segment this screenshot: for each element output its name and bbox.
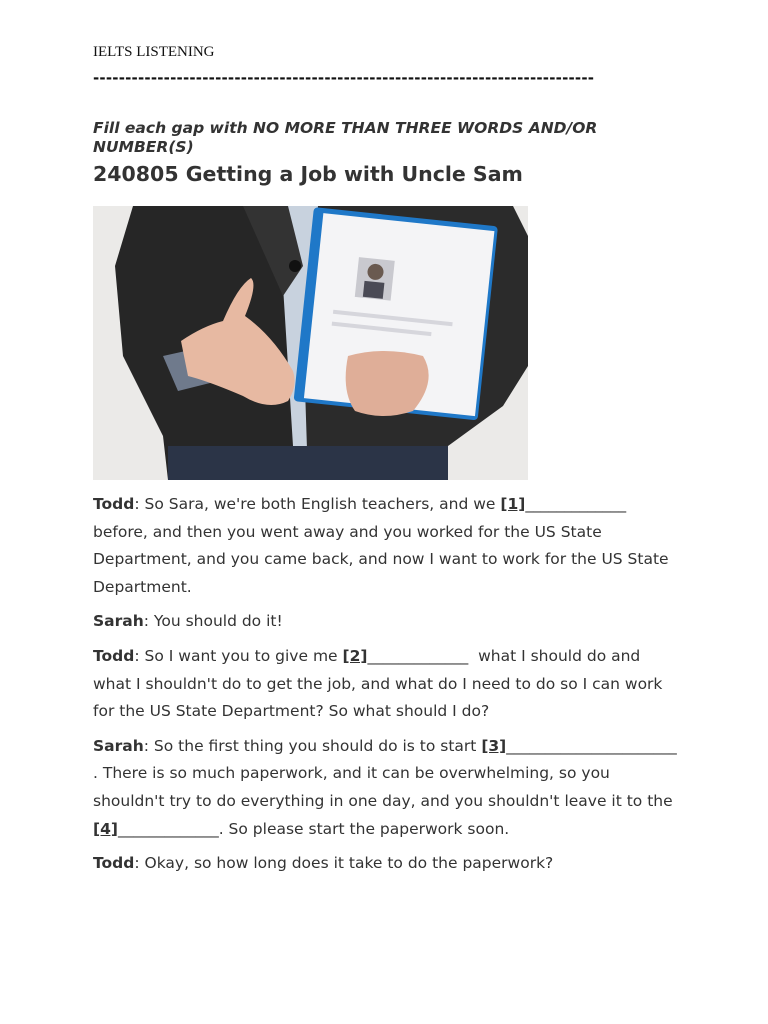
line-text: what I should do and what I shouldn't do to get the job, and what do I need to do so I can work for the US State Department? So what should I do? xyxy=(93,646,668,721)
instruction-text: Fill each gap with NO MORE THAN THREE WORDS AND/OR NUMBER(S) xyxy=(93,119,598,156)
speaker-name: Todd xyxy=(93,646,135,665)
line-text: So Sara, we're both English teachers, and we xyxy=(144,495,501,513)
line-text: Okay, so how long does it take to do the paperwork? xyxy=(144,854,554,873)
job-interview-photo xyxy=(93,206,528,480)
separator: : xyxy=(134,495,145,513)
header-divider: ------------------------------------------------------------------------------ xyxy=(93,69,595,87)
separator: : xyxy=(134,854,145,873)
dialogue-line xyxy=(93,608,678,636)
photo-illustration xyxy=(93,206,528,480)
line-text: . There is so much paperwork, and it can be overwhelming, so you shouldn't try to do everything in one day, and you shouldn't leave it to the xyxy=(93,764,673,810)
gap-blank[interactable]: _____________ xyxy=(525,495,627,513)
line-text: You should do it! xyxy=(153,612,283,631)
separator: : xyxy=(143,736,154,755)
separator: : xyxy=(134,646,145,665)
dialogue xyxy=(93,491,678,885)
speaker-name: Todd xyxy=(93,854,135,873)
speaker-name: Todd xyxy=(93,495,135,513)
page-title: 240805 Getting a Job with Uncle Sam xyxy=(93,162,523,186)
speaker-name: Sarah xyxy=(93,736,144,755)
dialogue-line xyxy=(93,733,678,843)
dialogue-line xyxy=(93,491,678,601)
line-text: . So please start the paperwork soon. xyxy=(218,819,510,838)
gap-blank[interactable]: _____________ xyxy=(367,646,469,665)
dialogue-line xyxy=(93,643,678,726)
line-text: So the first thing you should do is to start xyxy=(153,736,482,755)
line-text: So I want you to give me xyxy=(144,646,343,665)
gap-number: [1] xyxy=(500,495,526,513)
separator: : xyxy=(143,612,154,631)
gap-number: [2] xyxy=(342,646,368,665)
line-text: before, and then you went away and you worked for the US State Department, and you came back, and now I want to work for the US State Department. xyxy=(93,522,669,596)
header-label: IELTS LISTENING xyxy=(93,44,215,60)
gap-number: [3] xyxy=(481,736,507,755)
gap-blank[interactable]: ______________________ xyxy=(506,736,677,755)
gap-blank[interactable]: _____________ xyxy=(117,819,219,838)
speaker-name: Sarah xyxy=(93,612,144,631)
gap-number: [4] xyxy=(93,819,118,838)
dialogue-line xyxy=(93,850,678,878)
